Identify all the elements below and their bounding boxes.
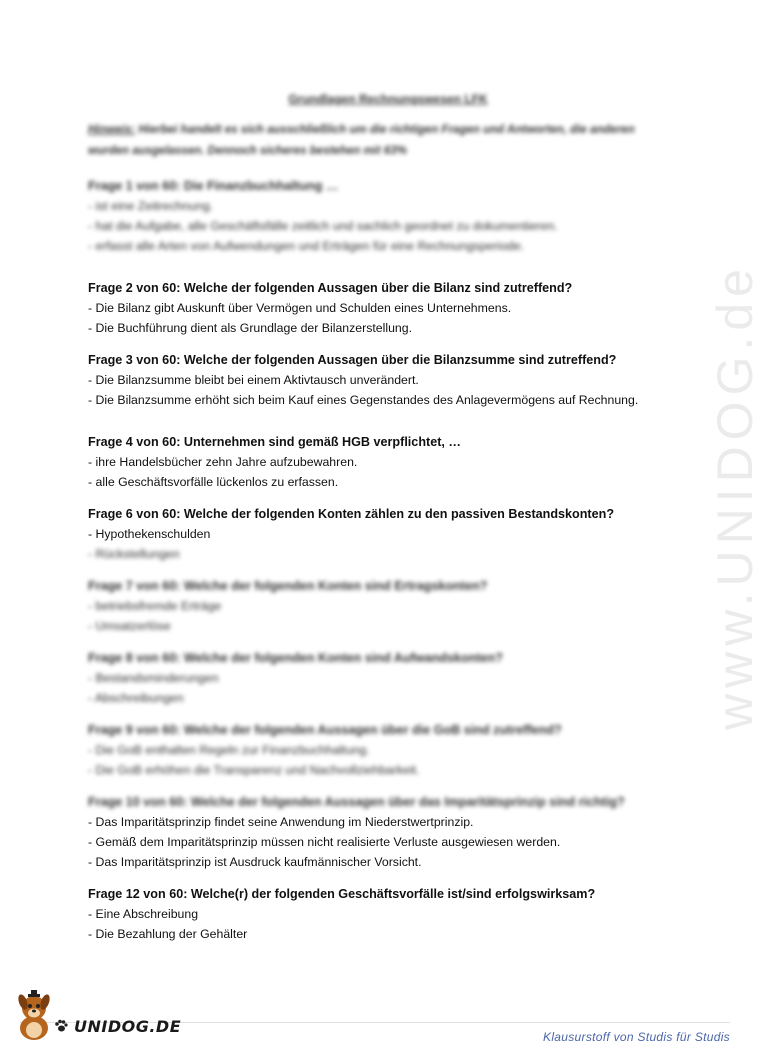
question-title: Frage 12 von 60: Welche(r) der folgenden Geschäftsvorfälle ist/sind erfolgswirksam? [88, 887, 596, 901]
answer-line: - Eine Abschreibung [88, 907, 199, 921]
question-title: Frage 2 von 60: Welche der folgenden Aussagen über die Bilanz sind zutreffend? [88, 281, 573, 295]
document-content [88, 92, 668, 956]
notice-text: Hierbei handelt es sich ausschließlich um die richtigen Fragen und Antworten, die anderen wurden ausgelassen. Dennoch sicheres bestehen mit 63% [88, 124, 635, 157]
answer-line: - Abschreibungen [88, 691, 184, 705]
answer-line: - Die Buchführung dient als Grundlage der Bilanzerstellung. [88, 321, 413, 335]
answer-line: - Rückstellungen [88, 547, 180, 561]
question-title: Frage 7 von 60: Welche der folgenden Konten sind Ertragskonten? [88, 579, 488, 593]
answer-line: - Gemäß dem Imparitätsprinzip müssen nicht realisierte Verluste ausgewiesen werden. [88, 835, 561, 849]
answer-line: - Die Bilanzsumme erhöht sich beim Kauf eines Gegenstandes des Anlagevermögens auf Rechnung. [88, 393, 639, 407]
answer-line: - Die GoB enthalten Regeln zur Finanzbuchhaltung. [88, 743, 370, 757]
answer-line: - ist eine Zeitrechnung. [88, 199, 214, 213]
answer-line: - Umsatzerlöse [88, 619, 171, 633]
notice [88, 120, 668, 162]
answer-line: - Das Imparitätsprinzip ist Ausdruck kaufmännischer Vorsicht. [88, 855, 422, 869]
question-title: Frage 10 von 60: Welche der folgenden Aussagen über das Imparitätsprinzip sind richtig? [88, 795, 625, 809]
logo-text: UNIDOG.DE [74, 1017, 182, 1036]
answer-line: - Die Bilanzsumme bleibt bei einem Aktivtausch unverändert. [88, 373, 419, 387]
answer-line: - Die Bilanz gibt Auskunft über Vermögen und Schulden eines Unternehmens. [88, 301, 512, 315]
question-title: Frage 8 von 60: Welche der folgenden Konten sind Aufwandskonten? [88, 651, 503, 665]
unidog-logo[interactable] [14, 988, 181, 1042]
paw-icon [54, 1019, 68, 1033]
dog-mascot-icon [14, 988, 54, 1042]
question-title: Frage 3 von 60: Welche der folgenden Aussagen über die Bilanzsumme sind zutreffend? [88, 353, 617, 367]
question-block [88, 504, 668, 564]
watermark: www.UNIDOG.de [707, 263, 763, 730]
answer-line: - erfasst alle Arten von Aufwendungen und Erträgen für eine Rechnungsperiode. [88, 239, 525, 253]
answer-line: - betriebsfremde Erträge [88, 599, 222, 613]
question-title: Frage 6 von 60: Welche der folgenden Konten zählen zu den passiven Bestandskonten? [88, 507, 615, 521]
question-block [88, 884, 668, 944]
question-block [88, 576, 668, 636]
notice-label: Hinweis: [88, 124, 136, 136]
answer-line: - hat die Aufgabe, alle Geschäftsfälle zeitlich und sachlich geordnet zu dokumentieren. [88, 219, 558, 233]
question-block [88, 176, 668, 256]
question-block [88, 432, 668, 492]
question-block [88, 278, 668, 338]
question-block [88, 720, 668, 780]
question-block [88, 648, 668, 708]
answer-line: - Die Bezahlung der Gehälter [88, 927, 248, 941]
question-title: Frage 9 von 60: Welche der folgenden Aussagen über die GoB sind zutreffend? [88, 723, 562, 737]
answer-line: - Hypothekenschulden [88, 527, 211, 541]
answer-line: - Die GoB erhöhen die Transparenz und Nachvollziehbarkeit. [88, 763, 420, 777]
answer-line: - Das Imparitätsprinzip findet seine Anwendung im Niederstwertprinzip. [88, 815, 474, 829]
question-title: Frage 1 von 60: Die Finanzbuchhaltung … [88, 179, 339, 193]
answer-line: - ihre Handelsbücher zehn Jahre aufzubewahren. [88, 455, 358, 469]
answer-line: - Bestandsminderungen [88, 671, 219, 685]
document-title: Grundlagen Rechnungswesen LFK [288, 92, 488, 106]
question-block [88, 792, 668, 872]
question-block [88, 350, 668, 410]
footer-slogan: Klausurstoff von Studis für Studis [543, 1030, 730, 1044]
question-title: Frage 4 von 60: Unternehmen sind gemäß HGB verpflichtet, … [88, 435, 461, 449]
answer-line: - alle Geschäftsvorfälle lückenlos zu erfassen. [88, 475, 339, 489]
